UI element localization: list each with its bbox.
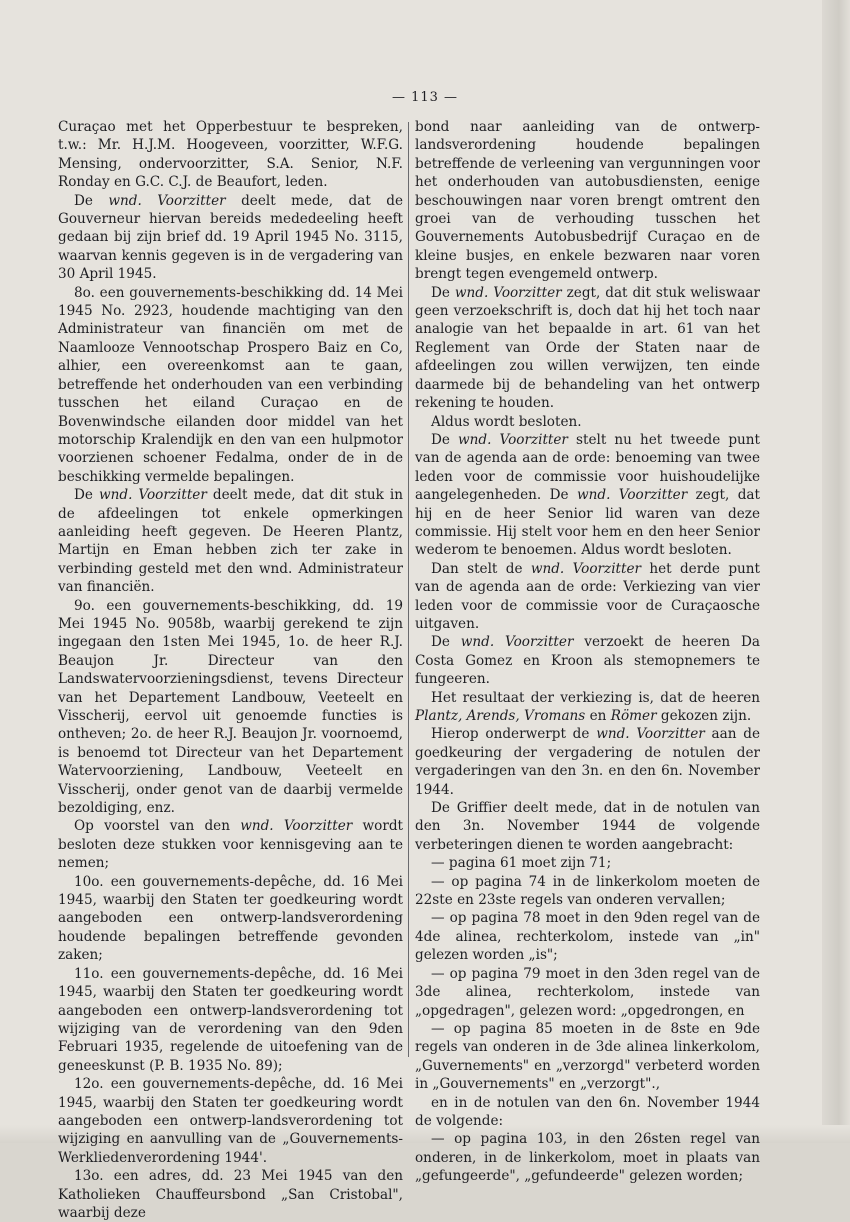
text-span: Dan stelt de (431, 560, 531, 577)
text-span: Het resultaat der verkiezing is, dat de heeren (431, 689, 760, 706)
text-span: De (431, 634, 461, 651)
italic-text: Römer (610, 708, 657, 724)
text-span: De (74, 192, 109, 209)
text-span: zegt, dat dit stuk weliswaar geen verzoekschrift is, doch dat hij het toch naar analogie van het bepaalde in art. 61 van het Reglement van Orde der Staten naar de afdeelingen zou willen verwijzen, ten einde daarmede bij de behandeling van het ontwerp rekening te houden. (415, 284, 760, 412)
paragraph (415, 689, 760, 726)
italic-text: Plantz, Arends, Vromans (415, 708, 586, 724)
italic-text: wnd. Voorzitter (458, 431, 568, 448)
paragraph (415, 1094, 760, 1131)
paragraph (415, 413, 760, 431)
paragraph (58, 118, 403, 192)
italic-text: wnd. Voorzitter (240, 818, 353, 835)
right-text-column (415, 118, 760, 1186)
page-number: — 113 — (391, 90, 459, 105)
text-span: wordt besloten deze stukken voor kennisgeving aan te nemen; (58, 818, 403, 872)
text-span: De (431, 284, 455, 301)
italic-text: wnd. Voorzitter (98, 487, 207, 504)
paragraph (415, 284, 760, 413)
paragraph (58, 192, 403, 284)
paragraph (58, 284, 403, 486)
paragraph (58, 965, 403, 1075)
paragraph (58, 1075, 403, 1167)
paragraph (415, 854, 760, 872)
text-span: verzoekt de heeren Da Costa Gomez en Kroon als stemopnemers te fungeeren. (415, 634, 760, 688)
text-span: — op pagina 85 moeten in de 8ste en 9de regels van onderen in de 3de alinea linkerkolom, „Guvernements" en „verzorgd" verbeterd worden in „Gouvernements" en „verzorgt"., (415, 1020, 760, 1093)
text-span: — op pagina 79 moet in den 3den regel van de 3de alinea, rechterkolom, instede van „opgedragen", gelezen word: „opgedrongen, en (415, 965, 760, 1019)
paragraph (415, 1020, 760, 1094)
italic-text: wnd. Voorzitter (460, 634, 574, 651)
text-span: De Griffier deelt mede, dat in de notulen van den 3n. November 1944 de volgende verbeteringen dienen te worden aangebracht: (415, 800, 760, 853)
text-span: bond naar aanleiding van de ontwerp-landsverordening houdende bepalingen betreffende de verleening van vergunningen voor het onderhouden van autobusdiensten, eenige beschouwingen naar voren brengt omtrent den groei van de verhouding tusschen het Gouvernements Autobusbedrijf Curaçao en de kleine busjes, en enkele bezwaren naar voren brengt tegen evengemeld ontwerp. (415, 119, 760, 283)
paragraph (415, 633, 760, 688)
left-text-column (58, 118, 403, 1222)
paragraph (58, 817, 403, 872)
text-span: 12o. een gouvernements-depêche, dd. 16 Mei 1945, waarbij den Staten ter goedkeuring wordt aangeboden een ontwerp-landsverordening tot wijziging en aanvulling van de „Gouvernements-Werkliedenverordening 1944'. (58, 1076, 403, 1166)
text-span: 13o. een adres, dd. 23 Mei 1945 van den Katholieken Chauffeursbond „San Cristobal", waarbij deze (58, 1168, 403, 1221)
text-span: De (74, 487, 99, 504)
paragraph (58, 873, 403, 965)
text-span: 11o. een gouvernements-depêche, dd. 16 Mei 1945, waarbij den Staten ter goedkeuring wordt aangeboden een ontwerp-landsverordening tot wijziging van de verordening van den 9den Februari 1935, regelende de uitoefening van de geneeskunst (P. B. 1935 No. 89); (58, 965, 403, 1074)
text-span: gekozen zijn. (656, 708, 752, 724)
paragraph (415, 118, 760, 284)
text-span: deelt mede, dat dit stuk in de afdeelingen tot enkele opmerkingen aanleiding heeft gegeven. De Heeren Plantz, Martijn en Eman hebben zich ter zake in verbinding gesteld met den wnd. Administrateur van financiën. (58, 487, 403, 596)
paragraph (58, 486, 403, 596)
text-span: en (585, 708, 611, 724)
text-span: — pagina 61 moet zijn 71; (431, 855, 612, 872)
text-span: — op pagina 74 in de linkerkolom moeten de 22ste en 23ste regels van onderen vervallen; (415, 873, 760, 909)
text-span: en in de notulen van den 6n. November 1944 de volgende: (415, 1094, 760, 1129)
paragraph (415, 909, 760, 964)
text-span: Aldus wordt besloten. (431, 413, 582, 430)
paragraph (415, 873, 760, 910)
italic-text: wnd. Voorzitter (530, 560, 642, 577)
scan-edge-shadow (822, 0, 850, 1143)
text-span: 8o. een gouvernements-beschikking dd. 14 Mei 1945 No. 2923, houdende machtiging van den Administrateur van financiën om met de Naamlooze Vennootschap Prospero Baiz en Co, alhier, een overeenkomst aan te gaan, betreffende het onderhouden van een verbinding tusschen het eiland Curaçao en de Bovenwindsche eilanden door middel van het motorschip Kralendijk en den van een hulpmotor voorzienen schoener Fedalma, onder de in de beschikking vermelde bepalingen. (58, 284, 403, 485)
italic-text: wnd. Voorzitter (108, 192, 226, 209)
paragraph (415, 431, 760, 560)
text-span: stelt nu het tweede punt van de agenda aan de orde: benoeming van twee leden voor de commissie voor huishoudelijke aangelegenheden. De (415, 431, 761, 504)
italic-text: wnd. Voorzitter (596, 726, 705, 743)
paragraph (58, 1167, 403, 1222)
text-span: het derde punt van de agenda aan de orde: Verkiezing van vier leden voor de commissie voor de Curaçaosche uitgaven. (415, 560, 760, 632)
paragraph (415, 725, 760, 799)
text-span: — op pagina 103, in den 26sten regel van onderen, in de linkerkolom, moet in plaats van „gefungeerde", „gefundeerde" gelezen worden; (415, 1131, 760, 1185)
text-span: aan de goedkeuring der vergadering de notulen der vergaderingen van den 3n. en den 6n. November 1944. (415, 726, 761, 798)
paragraph (415, 799, 760, 854)
italic-text: wnd. Voorzitter (454, 284, 562, 301)
paragraph (58, 597, 403, 818)
text-span: Hierop onderwerpt de (431, 726, 597, 743)
text-span: 9o. een gouvernements-beschikking, dd. 19 Mei 1945 No. 9058b, waarbij gerekend te zijn ingegaan den 1sten Mei 1945, 1o. de heer R.J. Beaujon Jr. Directeur van den Landswatervoorzieningsdienst, tevens Directeur van het Departement Landbouw, Veeteelt en Visscherij, eervol uit genoemde functies is ontheven; 2o. de heer R.J. Beaujon Jr. voornoemd, is benoemd tot Directeur van het Departement Watervoorziening, Landbouw, Veeteelt en Visscherij, onder genot van de daarbij vermelde bezoldiging, enz. (58, 597, 403, 817)
column-divider (408, 122, 409, 1057)
text-span: — op pagina 78 moet in den 9den regel van de 4de alinea, rechterkolom, instede van „in" gelezen worden „is"; (415, 910, 760, 964)
paragraph (415, 560, 760, 634)
paragraph (415, 965, 760, 1020)
text-span: zegt, dat hij en de heer Senior lid waren van deze commissie. Hij stelt voor hem en den heer Senior wederom te benoemen. Aldus wordt besloten. (415, 487, 760, 559)
text-span: 10o. een gouvernements-depêche, dd. 16 Mei 1945, waarbij den Staten ter goedkeuring wordt aangeboden een ontwerp-landsverordening houdende bepalingen betreffende gevonden zaken; (58, 873, 403, 964)
text-span: Curaçao met het Opperbestuur te bespreken, t.w.: Mr. H.J.M. Hoogeveen, voorzitter, W.F.G. Mensing, ondervoorzitter, S.A. Senior, N.F. Ronday en G.C. C.J. de Beaufort, leden. (58, 119, 403, 191)
italic-text: wnd. Voorzitter (576, 487, 688, 504)
text-span: De (431, 431, 459, 448)
text-span: deelt mede, dat de Gouverneur hiervan bereids mededeeling heeft gedaan bij zijn brief dd. 19 April 1945 No. 3115, waarvan kennis gegeven is in de vergadering van 30 April 1945. (58, 192, 404, 283)
text-span: Op voorstel van den (74, 818, 241, 835)
paragraph (415, 1130, 760, 1185)
